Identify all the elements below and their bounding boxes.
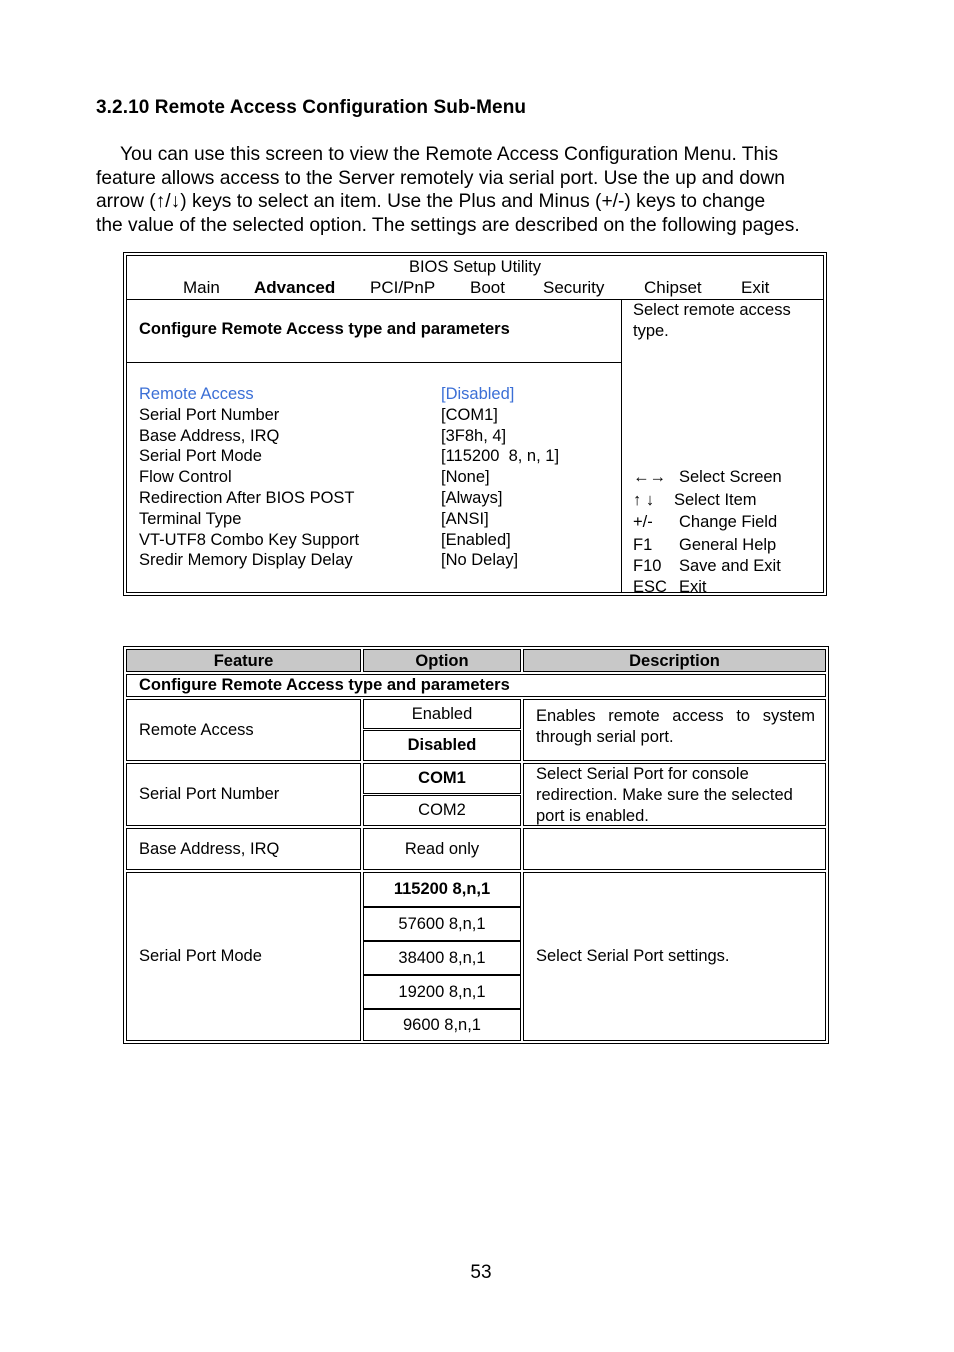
bios-help-text: Select remote access type. — [633, 301, 791, 340]
menu-pcipnp[interactable]: PCI/PnP — [370, 278, 436, 297]
option-115200-default: 115200 8,n,1 — [363, 872, 521, 907]
option-9600: 9600 8,n,1 — [363, 1009, 521, 1041]
intro-line: the value of the selected option. The settings are described on the following pages. — [96, 214, 800, 236]
option-disabled-default: Disabled — [363, 730, 521, 761]
option-19200: 19200 8,n,1 — [363, 975, 521, 1009]
setting-value: [COM1] — [441, 405, 498, 424]
key-action: Change Field — [679, 513, 778, 531]
arrow-up-down-icon: ↑ ↓ — [633, 490, 655, 509]
setting-vt-utf8-combo[interactable] — [139, 530, 619, 551]
bios-screen — [123, 252, 827, 596]
setting-label: VT-UTF8 Combo Key Support — [139, 530, 360, 549]
divider — [621, 299, 622, 592]
key-action: Select Item — [674, 490, 757, 509]
setting-value: [No Delay] — [441, 551, 519, 570]
table-section-title: Configure Remote Access type and parameters — [126, 674, 826, 697]
option-38400: 38400 8,n,1 — [363, 941, 521, 975]
key-legend-item — [633, 534, 782, 555]
bios-frame — [126, 255, 824, 596]
option-read-only: Read only — [363, 828, 521, 870]
bios-key-legend — [633, 466, 782, 597]
setting-serial-port-mode[interactable] — [139, 446, 619, 467]
key-action: Exit — [679, 577, 707, 596]
key-legend-item — [633, 489, 782, 512]
feature-remote-access: Remote Access — [126, 699, 361, 761]
header-feature: Feature — [126, 649, 361, 672]
key-legend-item — [633, 555, 782, 576]
setting-serial-port-number[interactable] — [139, 405, 619, 426]
setting-value: [115200 8, n, 1] — [441, 447, 560, 466]
menu-security[interactable]: Security — [543, 278, 605, 297]
key-action: Select Screen — [679, 468, 782, 486]
menu-exit[interactable]: Exit — [741, 278, 770, 297]
setting-terminal-type[interactable] — [139, 509, 619, 530]
bios-section-title: Configure Remote Access type and parameters — [139, 320, 510, 338]
setting-sredir-memory-delay[interactable] — [139, 550, 619, 571]
description-remote-access: Enables remote access to system through serial port. — [523, 699, 826, 761]
feature-base-address: Base Address, IRQ — [126, 828, 361, 870]
feature-serial-port-number: Serial Port Number — [126, 763, 361, 826]
setting-redirection-after-post[interactable] — [139, 488, 619, 509]
setting-remote-access[interactable] — [139, 384, 619, 405]
header-description: Description — [523, 649, 826, 672]
setting-value: [Always] — [441, 488, 503, 507]
setting-label: Redirection After BIOS POST — [139, 488, 355, 507]
key-legend-item — [633, 466, 782, 489]
menu-boot[interactable]: Boot — [470, 278, 505, 297]
bios-settings-list — [139, 384, 619, 571]
setting-label: Serial Port Number — [139, 405, 280, 424]
intro-line: You can use this screen to view the Remote Access Configuration Menu. This — [120, 144, 779, 165]
feature-serial-port-mode: Serial Port Mode — [126, 872, 361, 1041]
header-option: Option — [363, 649, 521, 672]
setting-label: Base Address, IRQ — [139, 426, 280, 445]
key-legend-item — [633, 511, 782, 534]
option-57600: 57600 8,n,1 — [363, 907, 521, 941]
option-com1-default: COM1 — [363, 763, 521, 794]
menu-main[interactable]: Main — [183, 278, 220, 297]
key-code: F1 — [633, 535, 653, 554]
key-code: F10 — [633, 556, 662, 575]
option-com2: COM2 — [363, 795, 521, 826]
intro-line: feature allows access to the Server remotely via serial port. Use the up and down — [96, 167, 785, 189]
setting-label: Remote Access — [139, 385, 254, 403]
arrow-left-right-icon: ←→ — [633, 468, 666, 486]
key-code: ESC — [633, 577, 667, 596]
key-legend-item — [633, 576, 782, 597]
description-serial-port-mode: Select Serial Port settings. — [523, 872, 826, 1041]
key-action: Save and Exit — [679, 556, 781, 575]
description-serial-port-number: Select Serial Port for console redirection. Make sure the selected port is enabled. — [523, 763, 826, 826]
setting-value: [ANSI] — [441, 509, 489, 528]
menu-advanced[interactable]: Advanced — [254, 278, 336, 297]
setting-label: Serial Port Mode — [139, 447, 262, 466]
key-code: +/- — [633, 513, 653, 531]
setting-value: [None] — [441, 468, 490, 487]
intro-paragraph — [96, 143, 856, 237]
intro-line: arrow (↑/↓) keys to select an item. Use the Plus and Minus (+/-) keys to change — [96, 191, 766, 212]
setting-label: Flow Control — [139, 468, 232, 487]
setting-base-address[interactable] — [139, 426, 619, 447]
setting-label: Terminal Type — [139, 509, 242, 528]
divider — [127, 362, 621, 363]
section-heading: 3.2.10 Remote Access Configuration Sub-Menu — [96, 97, 527, 118]
option-enabled: Enabled — [363, 699, 521, 729]
setting-flow-control[interactable] — [139, 467, 619, 488]
bios-menu-bar — [127, 278, 823, 300]
description-base-address — [523, 828, 826, 870]
feature-table — [123, 646, 829, 1044]
menu-chipset[interactable]: Chipset — [644, 278, 702, 297]
setting-label: Sredir Memory Display Delay — [139, 551, 353, 570]
setting-value: [Disabled] — [441, 385, 515, 403]
key-action: General Help — [679, 535, 777, 554]
bios-title: BIOS Setup Utility — [408, 258, 542, 276]
page-number: 53 — [470, 1262, 492, 1283]
setting-value: [3F8h, 4] — [441, 426, 507, 445]
setting-value: [Enabled] — [441, 530, 511, 549]
